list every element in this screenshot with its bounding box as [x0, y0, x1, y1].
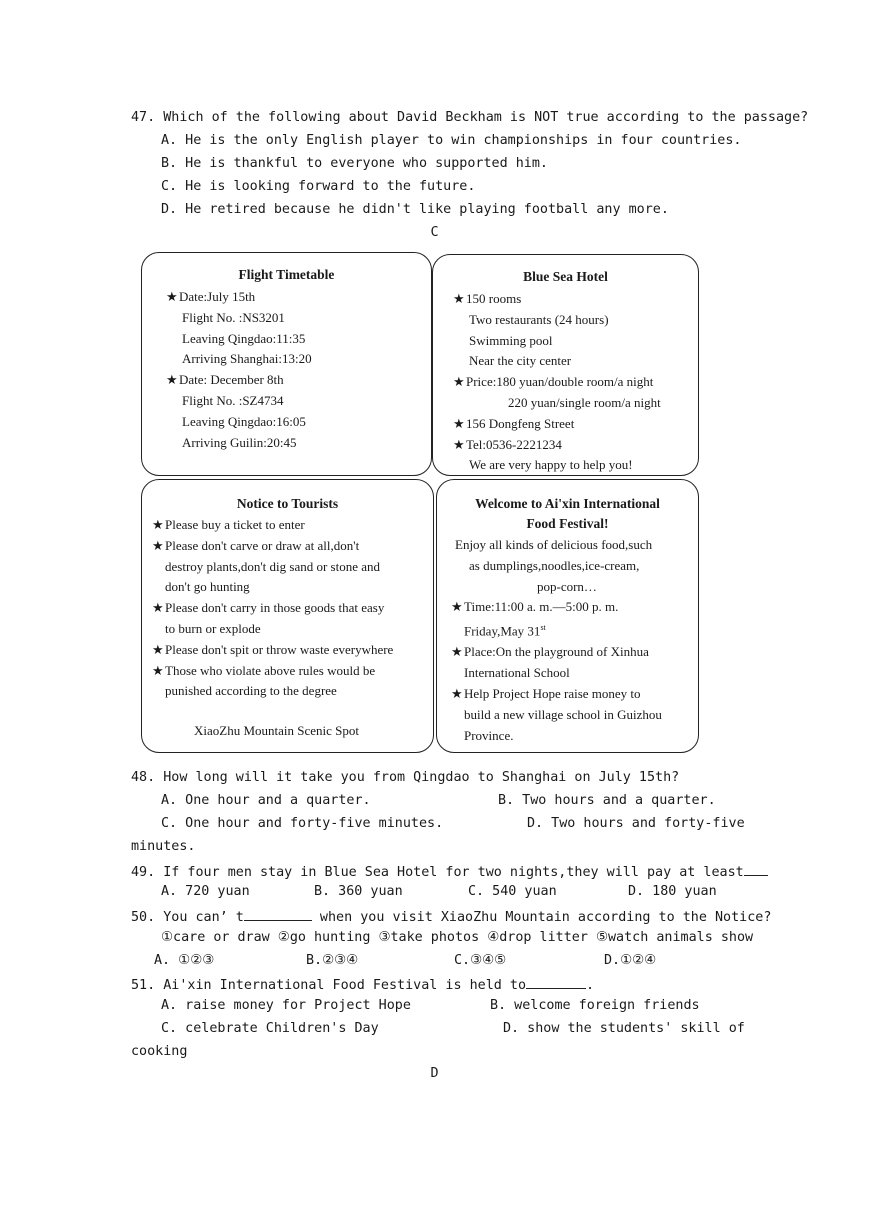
q48-option-d-wrap: minutes.: [131, 839, 196, 854]
festival-enjoy-line-3: pop-corn…: [537, 578, 597, 594]
star-icon: ★: [453, 374, 465, 390]
flight-date-1: Date:July 15th: [179, 289, 256, 304]
flight-arriving-1: Arriving Shanghai:13:20: [182, 351, 312, 367]
star-icon: ★: [166, 372, 178, 388]
festival-date: Friday,May 31: [464, 623, 541, 639]
notice-rule-2-line-1: Please don't carve or draw at all,don't: [165, 537, 360, 553]
flight-number-2: Flight No. :SZ4734: [182, 392, 284, 408]
hotel-price-single: 220 yuan/single room/a night: [508, 394, 661, 410]
hotel-welcome: We are very happy to help you!: [469, 457, 633, 473]
star-icon: ★: [152, 537, 164, 553]
q49-option-c: C. 540 yuan: [468, 884, 557, 899]
q50-items: ①care or draw ②go hunting ③take photos ④drop litter ⑤watch animals show: [161, 930, 754, 945]
q51-stem: 51. Ai'xin International Food Festival is held to: [131, 978, 527, 993]
hotel-address: 156 Dongfeng Street: [466, 415, 575, 431]
flight-timetable-box: [141, 252, 432, 476]
q50-answer-blank: [244, 906, 312, 921]
q48-option-c: C. One hour and forty-five minutes.: [161, 816, 444, 831]
hotel-restaurants: Two restaurants (24 hours): [469, 311, 609, 327]
notice-title: Notice to Tourists: [236, 496, 339, 511]
q48-option-a: A. One hour and a quarter.: [161, 793, 371, 808]
star-icon: ★: [166, 289, 178, 304]
notice-signature: XiaoZhu Mountain Scenic Spot: [194, 723, 360, 739]
notice-rule-2-line-3: don't go hunting: [165, 579, 250, 595]
star-icon: ★: [451, 644, 463, 660]
flight-number-1: Flight No. :NS3201: [182, 309, 285, 325]
hotel-title: Blue Sea Hotel: [523, 269, 608, 284]
q47-option-c: C. He is looking forward to the future.: [161, 179, 476, 194]
hotel-location: Near the city center: [469, 353, 572, 369]
q48-option-b: B. Two hours and a quarter.: [498, 793, 716, 808]
festival-title-line-1: Welcome to Ai'xin International: [475, 496, 660, 511]
festival-help-line-1: Help Project Hope raise money to: [464, 685, 641, 701]
star-icon: ★: [152, 600, 164, 616]
section-c-heading: C: [430, 225, 439, 240]
star-icon: ★: [152, 662, 164, 678]
notice-rule-1: Please buy a ticket to enter: [165, 517, 305, 532]
q47-option-a: A. He is the only English player to win championships in four countries.: [161, 133, 742, 148]
flight-arriving-2: Arriving Guilin:20:45: [182, 434, 297, 450]
q50-option-a: A. ①②③: [154, 953, 215, 968]
q50-stem-start: 50. You can’ t: [131, 910, 244, 925]
q51-answer-blank: [526, 974, 586, 989]
notice-rule-3-line-2: to burn or explode: [165, 620, 261, 636]
q50-stem-end: when you visit XiaoZhu Mountain according to the Notice?: [311, 910, 772, 925]
hotel-tel: Tel:0536-2221234: [466, 436, 562, 452]
flight-title: Flight Timetable: [238, 267, 335, 282]
flight-leaving-1: Leaving Qingdao:11:35: [182, 330, 306, 346]
notice-rule-4: Please don't spit or throw waste everywhere: [165, 641, 394, 657]
q47-stem: 47. Which of the following about David Beckham is NOT true according to the passage?: [131, 110, 809, 125]
q51-option-c: C. celebrate Children's Day: [161, 1021, 379, 1036]
q49-stem: 49. If four men stay in Blue Sea Hotel for two nights,they will pay at least: [131, 865, 744, 880]
notice-rule-3-line-1: Please don't carry in those goods that easy: [165, 600, 385, 616]
q49-option-a: A. 720 yuan: [161, 884, 250, 899]
flight-date-2: Date: December 8th: [179, 372, 284, 388]
blue-sea-hotel-box: [432, 254, 699, 476]
q50-option-b: B.②③④: [306, 953, 359, 968]
q50-option-c: C.③④⑤: [454, 953, 507, 968]
festival-enjoy-line-2: as dumplings,noodles,ice-cream,: [469, 557, 640, 573]
star-icon: ★: [453, 291, 465, 306]
q48-option-d: D. Two hours and forty-five: [527, 816, 745, 831]
q48-stem: 48. How long will it take you from Qingdao to Shanghai on July 15th?: [131, 770, 680, 785]
festival-help-line-3: Province.: [464, 727, 514, 743]
star-icon: ★: [451, 599, 463, 615]
festival-help-line-2: build a new village school in Guizhou: [464, 706, 662, 722]
flight-leaving-2: Leaving Qingdao:16:05: [182, 413, 306, 429]
star-icon: ★: [152, 641, 164, 657]
q51-stem-end: .: [586, 978, 595, 993]
section-d-heading: D: [430, 1066, 439, 1081]
notice-rule-5-line-1: Those who violate above rules would be: [165, 662, 376, 678]
q51-option-a: A. raise money for Project Hope: [161, 998, 411, 1013]
hotel-rooms: 150 rooms: [466, 291, 522, 306]
q49-answer-blank: [744, 861, 768, 876]
festival-date-suffix: st: [540, 623, 546, 633]
star-icon: ★: [453, 415, 465, 431]
festival-time: Time:11:00 a. m.—5:00 p. m.: [464, 599, 619, 615]
hotel-pool: Swimming pool: [469, 332, 553, 348]
star-icon: ★: [453, 436, 465, 452]
q51-option-d-wrap: cooking: [131, 1044, 188, 1059]
star-icon: ★: [451, 685, 463, 701]
festival-enjoy-line-1: Enjoy all kinds of delicious food,such: [455, 537, 653, 552]
q49-option-d: D. 180 yuan: [628, 884, 717, 899]
notice-rule-2-line-2: destroy plants,don't dig sand or stone and: [165, 558, 381, 574]
q50-option-d: D.①②④: [604, 953, 657, 968]
food-festival-box: [436, 479, 699, 753]
q47-option-b: B. He is thankful to everyone who supported him.: [161, 156, 548, 171]
festival-title-line-2: Food Festival!: [526, 516, 609, 531]
hotel-price-double: Price:180 yuan/double room/a night: [466, 374, 654, 390]
q51-option-d: D. show the students' skill of: [503, 1021, 745, 1036]
notice-rule-5-line-2: punished according to the degree: [165, 683, 337, 699]
festival-place-line-2: International School: [464, 665, 570, 681]
q47-option-d: D. He retired because he didn't like playing football any more.: [161, 202, 669, 217]
q51-option-b: B. welcome foreign friends: [490, 998, 700, 1013]
q49-option-b: B. 360 yuan: [314, 884, 403, 899]
star-icon: ★: [152, 517, 164, 532]
festival-place-line-1: Place:On the playground of Xinhua: [464, 644, 649, 660]
notice-to-tourists-box: [141, 479, 434, 753]
